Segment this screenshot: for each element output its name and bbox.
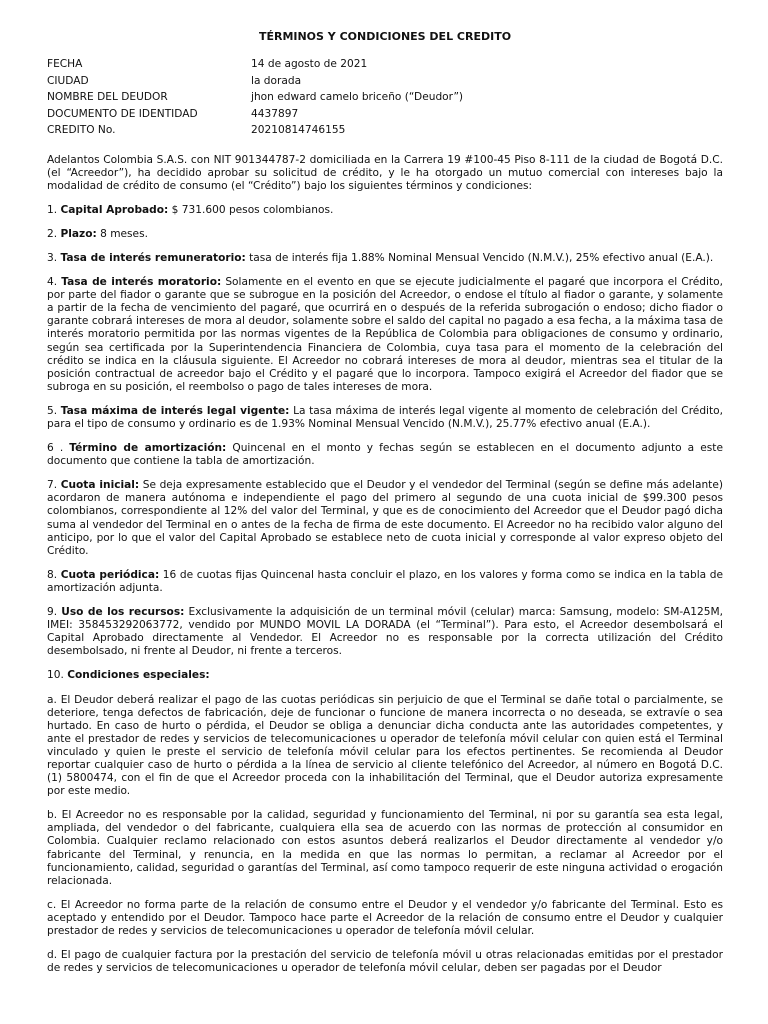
clause-number: 1. <box>47 203 58 216</box>
clause-paragraph <box>47 276 723 394</box>
special-condition-paragraph: c. El Acreedor no forma parte de la relación de consumo entre el Deudor y el vendedor y/o fabricante del Terminal. Esto es aceptado y entendido por el Deudor. Tampoco hace parte el Acreedor de la relación de consumo entre el Deudor y cualquier prestador de redes y servicios de telecomunicaciones u operador de telefonía móvil celular. <box>47 898 723 937</box>
clause-number: 9. <box>47 606 58 619</box>
clause-heading: Uso de los recursos: <box>61 606 185 619</box>
info-label: DOCUMENTO DE IDENTIDAD <box>47 107 198 120</box>
info-value: 4437897 <box>251 107 299 120</box>
info-label: NOMBRE DEL DEUDOR <box>47 91 168 103</box>
info-value: la dorada <box>251 74 302 87</box>
clause-number: 7. <box>47 479 58 492</box>
info-row <box>47 75 463 92</box>
clause-text: tasa de interés fija 1.88% Nominal Mensual Vencido (N.M.V.), 25% efectivo anual (E.A.). <box>249 251 714 264</box>
clause-text: 8 meses. <box>100 227 148 240</box>
clause-heading: Término de amortización: <box>69 442 227 455</box>
clause-text: 16 de cuotas fijas Quincenal hasta concluir el plazo, en los valores y forma como se indica en la tabla de amortización adjunta. <box>47 568 723 594</box>
intro-paragraph: Adelantos Colombia S.A.S. con NIT 901344787-2 domiciliada en la Carrera 19 #100-45 Piso 8-111 de la ciudad de Bogotá D.C. (el “Acreedor”), ha decidido aprobar su solicitud de crédito, y le ha otorgado un mutuo comercial con intereses bajo la modalidad de crédito de consumo (el “Crédito”) bajo los siguientes términos y condiciones: <box>47 153 723 192</box>
special-condition-paragraph: d. El pago de cualquier factura por la prestación del servicio de telefonía móvil u otras relacionadas emitidas por el prestador de redes y servicios de telecomunicaciones u operador de telefonía móvil celular, deben ser pagadas por el Deudor <box>47 949 723 975</box>
clause-heading: Tasa de interés remuneratorio: <box>60 251 246 264</box>
clause-heading: Tasa máxima de interés legal vigente: <box>60 404 290 417</box>
info-row <box>47 124 463 141</box>
info-value: 20210814746155 <box>251 124 346 136</box>
clause-number: 3. <box>47 251 58 264</box>
clause-paragraph <box>47 479 723 558</box>
clause-text: Exclusivamente la adquisición de un terminal móvil (celular) marca: Samsung, modelo: SM-A125M, IMEI: 358453292063772, vendido por MUNDO MOVIL LA DORADA (el “Terminal”). Para esto, el Acreedor desembolsará el Capital Aprobado directamente al Vendedor. El Acreedor no es responsable por la correcta utilización del Crédito desembolsado, ni frente al Deudor, ni frente a terceros. <box>47 606 723 658</box>
clause-heading: Tasa de interés moratorio: <box>61 276 222 289</box>
info-row <box>47 108 463 125</box>
clause-number: 4. <box>47 276 58 289</box>
clause-paragraph <box>47 442 723 468</box>
clause-heading: Plazo: <box>60 227 97 240</box>
clause-heading: Cuota inicial: <box>60 479 140 492</box>
clause-text: Solamente en el evento en que se ejecute judicialmente el pagaré que incorpora el Crédito, por parte del fiador o garante que se subrogue en la posición del Acreedor, o endose el título al fiador o garante, y solamente a partir de la fecha de vencimiento del pagaré, que ocurrirá en o después de la referida subrogación o endoso; dicho fiador o garante cobrará intereses de mora al deudor, solamente sobre el saldo del capital no pagado a esa fecha, a la máxima tasa de interés moratorio permitida por las normas vigentes de la República de Colombia para obligaciones de consumo y ordinario, según sea certificada por la Superintendencia Financiera de Colombia, cuya tasa para el momento de la celebración del crédito se indica en la cláusula siguiente. El Acreedor no cobrará intereses de mora al deudor, mientras sea el titular de la posición contractual de acreedor bajo el Crédito y el pagaré que lo incorpora. Tampoco exigirá el Acreedor del fiador que se subroga en su posición, el reembolso o pago de tales intereses de mora. <box>47 276 723 393</box>
clause-paragraph <box>47 228 723 241</box>
special-conditions <box>47 694 723 976</box>
clause-heading: Condiciones especiales: <box>67 669 210 682</box>
info-label: CIUDAD <box>47 74 89 87</box>
clause-number: 8. <box>47 568 58 581</box>
document-title: TÉRMINOS Y CONDICIONES DEL CREDITO <box>258 30 512 43</box>
clause-paragraph <box>47 204 723 217</box>
clause-number: 5. <box>47 404 58 417</box>
credit-info-table <box>47 58 463 141</box>
clause-text: $ 731.600 pesos colombianos. <box>171 203 334 216</box>
clause-paragraph <box>47 252 723 265</box>
clause-text: Quincenal en el monto y fechas según se establecen en el documento adjunto a este documento que contiene la tabla de amortización. <box>47 442 723 468</box>
special-condition-paragraph: a. El Deudor deberá realizar el pago de las cuotas periódicas sin perjuicio de que el Terminal se dañe total o parcialmente, se deteriore, tenga defectos de fabricación, deje de funcionar o funcione de manera incorrecta o no deseada, se extravíe o sea hurtado. En caso de hurto o pérdida, el Deudor se obliga a denunciar dicha conducta ante las autoridades competentes, y ante el prestador de redes y servicios de telecomunicaciones u operador de telefonía móvil celular con quien está el Terminal vinculado y quien le preste el servicio de telefonía móvil celular para los efectos pertinentes. Se recomienda al Deudor reportar cualquier caso de hurto o pérdida a la línea de servicio al cliente telefónico del Acreedor, al número en Bogotá D.C. (1) 5800474, con el fin de que el Acreedor proceda con la inhabilitación del Terminal, que el Deudor autoriza expresamente por este medio. <box>47 693 723 798</box>
clause-text: La tasa máxima de interés legal vigente al momento de celebración del Crédito, para el tipo de consumo y ordinario es de 1.93% Nominal Mensual Vencido (N.M.V.), 25.77% efectivo anual (E.A.). <box>47 404 723 430</box>
clause-paragraph <box>47 569 723 595</box>
clause-paragraph <box>47 669 723 682</box>
info-row <box>47 91 463 108</box>
clause-paragraph <box>47 405 723 431</box>
clause-heading: Cuota periódica: <box>60 568 160 581</box>
clause-number: 6 . <box>47 442 64 455</box>
special-condition-paragraph: b. El Acreedor no es responsable por la calidad, seguridad y funcionamiento del Terminal, ni por su garantía sea esta legal, ampliada, del vendedor o del fabricante, cualquiera ella sea de acuerdo con las normas de protección al consumidor en Colombia. Cualquier reclamo relacionado con estos asuntos deberá realizarlos el Deudor directamente al vendedor y/o fabricante del Terminal, y renuncia, en la medida en que las normas lo permitan, a reclamar al Acreedor por el funcionamiento, calidad, seguridad o garantías del Terminal, así como tampoco requerir de este ninguna actividad o erogación relacionada. <box>47 809 723 887</box>
info-row <box>47 58 463 75</box>
clauses-list <box>47 204 723 683</box>
clause-heading: Capital Aprobado: <box>60 203 169 216</box>
info-value: 14 de agosto de 2021 <box>251 58 368 70</box>
clause-text: Se deja expresamente establecido que el Deudor y el vendedor del Terminal (según se define más adelante) acordaron de manera autónoma e independiente el pago del primero al segundo de una cuota inicial de $99.300 pesos colombianos, correspondiente al 12% del valor del Terminal, y que es de conocimiento del Acreedor que el Deudor pagó dicha suma al vendedor del Terminal en o antes de la fecha de firma de este documento. El Acreedor no ha recibido valor alguno del anticipo, por lo que el valor del Capital Aprobado se establece neto de cuota inicial y corresponde al valor expreso objeto del Crédito. <box>47 479 723 557</box>
info-value: jhon edward camelo briceño (“Deudor”) <box>251 91 464 103</box>
info-label: FECHA <box>47 58 83 70</box>
info-label: CREDITO No. <box>47 124 116 136</box>
clause-number: 10. <box>47 669 64 682</box>
clause-number: 2. <box>47 227 58 240</box>
clause-paragraph <box>47 606 723 658</box>
